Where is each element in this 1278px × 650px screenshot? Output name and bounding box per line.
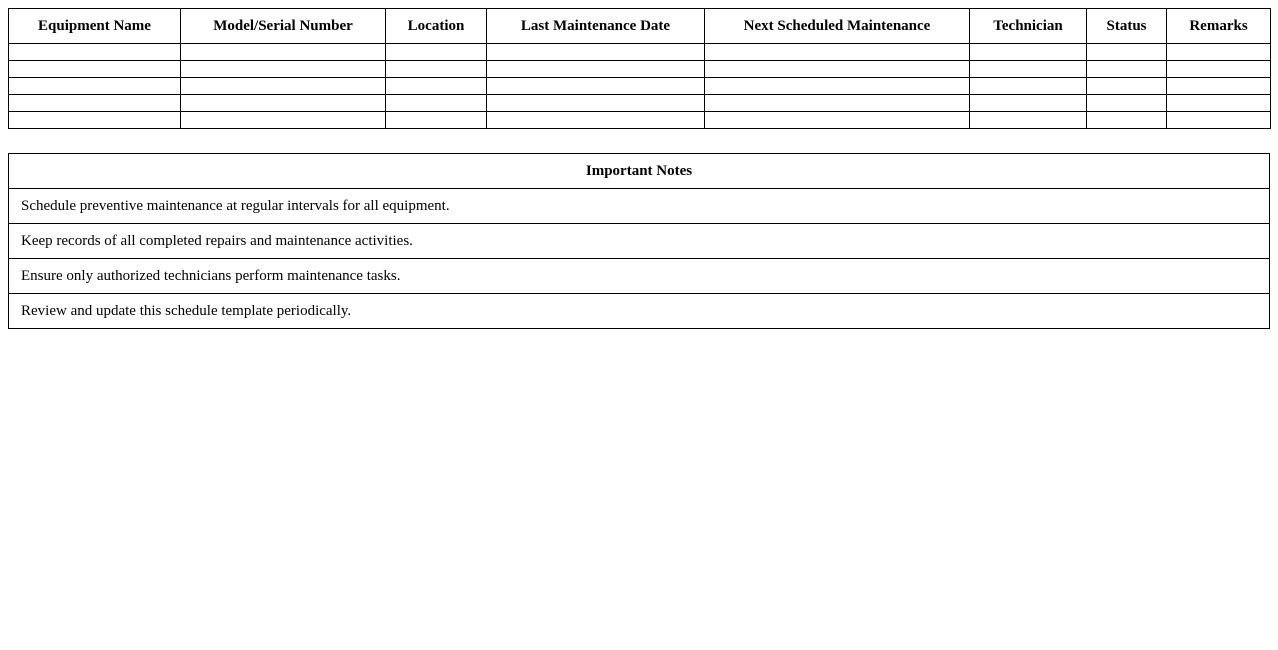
cell-last-maintenance-date — [487, 78, 705, 95]
column-header-equipment-name: Equipment Name — [9, 9, 181, 44]
notes-header-row — [9, 154, 1270, 189]
cell-last-maintenance-date — [487, 44, 705, 61]
cell-status — [1087, 61, 1167, 78]
column-header-location: Location — [386, 9, 487, 44]
column-header-last-maintenance-date: Last Maintenance Date — [487, 9, 705, 44]
cell-model-serial-number — [181, 112, 386, 129]
cell-location — [386, 95, 487, 112]
cell-equipment-name — [9, 95, 181, 112]
cell-status — [1087, 112, 1167, 129]
column-header-status: Status — [1087, 9, 1167, 44]
note-text: Keep records of all completed repairs and maintenance activities. — [9, 224, 1270, 259]
cell-location — [386, 61, 487, 78]
cell-technician — [970, 44, 1087, 61]
list-item — [9, 294, 1270, 329]
cell-equipment-name — [9, 61, 181, 78]
cell-status — [1087, 44, 1167, 61]
cell-next-scheduled-maintenance — [705, 61, 970, 78]
cell-location — [386, 78, 487, 95]
cell-next-scheduled-maintenance — [705, 112, 970, 129]
column-header-technician: Technician — [970, 9, 1087, 44]
schedule-table-header — [9, 9, 1271, 44]
cell-location — [386, 112, 487, 129]
cell-next-scheduled-maintenance — [705, 44, 970, 61]
table-row — [9, 44, 1271, 61]
cell-location — [386, 44, 487, 61]
cell-equipment-name — [9, 112, 181, 129]
cell-model-serial-number — [181, 61, 386, 78]
column-header-model-serial-number: Model/Serial Number — [181, 9, 386, 44]
note-text: Ensure only authorized technicians perform maintenance tasks. — [9, 259, 1270, 294]
table-row — [9, 95, 1271, 112]
cell-next-scheduled-maintenance — [705, 95, 970, 112]
cell-remarks — [1167, 112, 1271, 129]
cell-equipment-name — [9, 78, 181, 95]
table-row — [9, 112, 1271, 129]
cell-next-scheduled-maintenance — [705, 78, 970, 95]
cell-remarks — [1167, 44, 1271, 61]
table-row — [9, 78, 1271, 95]
note-text: Review and update this schedule template periodically. — [9, 294, 1270, 329]
cell-remarks — [1167, 78, 1271, 95]
list-item — [9, 224, 1270, 259]
notes-table-body — [9, 189, 1270, 329]
cell-remarks — [1167, 61, 1271, 78]
list-item — [9, 189, 1270, 224]
important-notes-table — [8, 153, 1270, 329]
table-row — [9, 61, 1271, 78]
cell-status — [1087, 95, 1167, 112]
cell-technician — [970, 95, 1087, 112]
cell-last-maintenance-date — [487, 95, 705, 112]
cell-status — [1087, 78, 1167, 95]
cell-last-maintenance-date — [487, 61, 705, 78]
cell-remarks — [1167, 95, 1271, 112]
cell-technician — [970, 61, 1087, 78]
note-text: Schedule preventive maintenance at regular intervals for all equipment. — [9, 189, 1270, 224]
list-item — [9, 259, 1270, 294]
cell-model-serial-number — [181, 95, 386, 112]
column-header-remarks: Remarks — [1167, 9, 1271, 44]
cell-last-maintenance-date — [487, 112, 705, 129]
maintenance-schedule-table — [8, 8, 1271, 129]
cell-equipment-name — [9, 44, 181, 61]
cell-technician — [970, 78, 1087, 95]
notes-title: Important Notes — [9, 154, 1270, 189]
notes-table-header — [9, 154, 1270, 189]
header-row — [9, 9, 1271, 44]
cell-model-serial-number — [181, 44, 386, 61]
cell-model-serial-number — [181, 78, 386, 95]
cell-technician — [970, 112, 1087, 129]
column-header-next-scheduled-maintenance: Next Scheduled Maintenance — [705, 9, 970, 44]
schedule-table-body — [9, 44, 1271, 129]
